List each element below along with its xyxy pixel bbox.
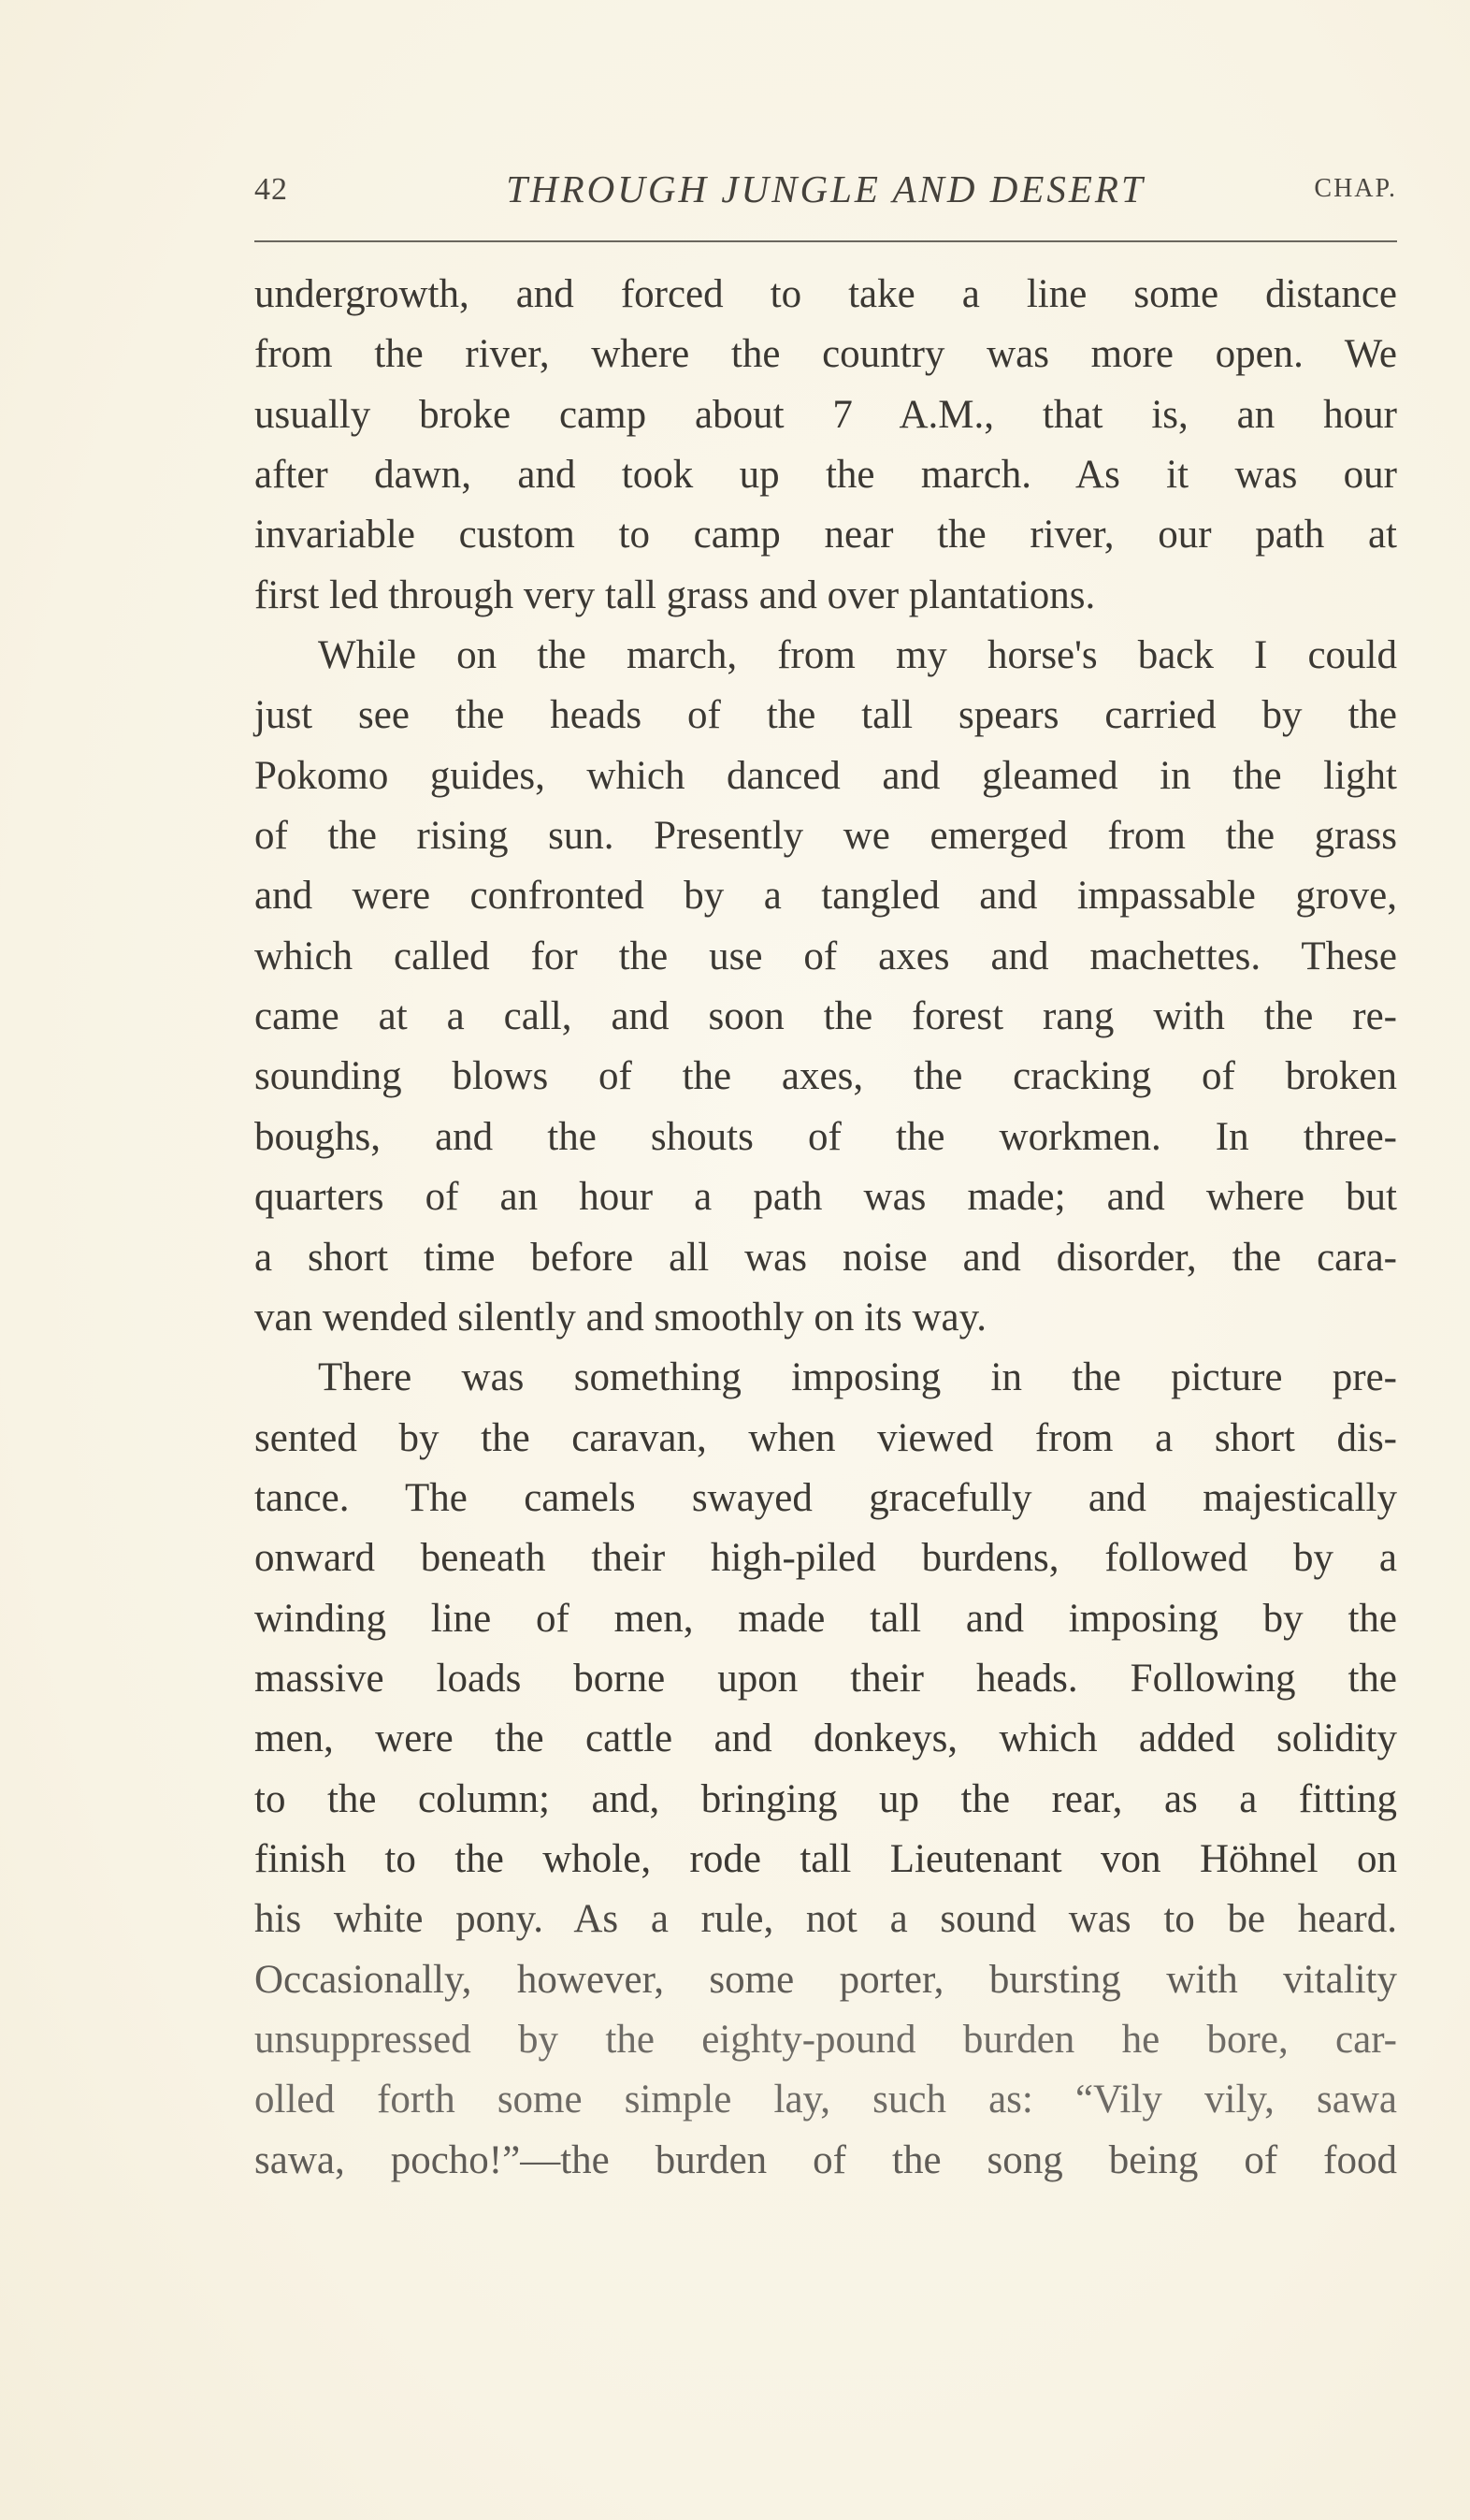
text-line: to the column; and, bringing up the rear, as a fitting: [254, 1776, 1397, 1821]
text-line: While on the march, from my horse's back I could: [318, 633, 1397, 678]
text-line: just see the heads of the tall spears carried by the: [254, 693, 1397, 738]
text-line: from the river, where the country was more open. We: [254, 332, 1397, 377]
text-line: invariable custom to camp near the river, our path at: [254, 513, 1397, 558]
running-title: THROUGH JUNGLE AND DESERT: [506, 167, 1146, 210]
text-line: tance. The camels swayed gracefully and majestically: [254, 1475, 1397, 1520]
text-line: unsuppressed by the eighty-pound burden he bore, car-: [254, 2017, 1397, 2062]
text-line: first led through very tall grass and over plantations.: [254, 572, 1096, 617]
text-line: onward beneath their high-piled burdens, followed by a: [254, 1536, 1397, 1581]
chapter-label: CHAP.: [1314, 174, 1397, 203]
text-line: sounding blows of the axes, the cracking of broken: [254, 1054, 1397, 1099]
text-line: and were confronted by a tangled and impassable grove,: [254, 874, 1397, 919]
text-line: olled forth some simple lay, such as: “Vily vily, sawa: [254, 2078, 1397, 2122]
text-line: a short time before all was noise and disorder, the cara-: [254, 1235, 1397, 1280]
text-line: sawa, pocho!”—the burden of the song being of food: [254, 2137, 1397, 2182]
page-number: 42: [254, 172, 288, 207]
text-line: There was something imposing in the picture pre-: [318, 1355, 1397, 1400]
text-line: of the rising sun. Presently we emerged from the grass: [254, 814, 1397, 859]
text-line: after dawn, and took up the march. As it was our: [254, 453, 1397, 498]
body-text: [254, 265, 1397, 2191]
text-line: massive loads borne upon their heads. Following the: [254, 1656, 1397, 1701]
text-line: men, were the cattle and donkeys, which added solidity: [254, 1716, 1397, 1761]
text-line: van wended silently and smoothly on its way.: [254, 1295, 987, 1340]
text-line: which called for the use of axes and machettes. These: [254, 934, 1397, 978]
text-line: his white pony. As a rule, not a sound was to be heard.: [254, 1897, 1397, 1942]
text-line: undergrowth, and forced to take a line some distance: [254, 272, 1397, 316]
text-line: sented by the caravan, when viewed from a short dis-: [254, 1415, 1397, 1460]
header-rule: [254, 240, 1397, 242]
text-line: came at a call, and soon the forest rang with the re-: [254, 994, 1397, 1039]
running-head: [254, 167, 1397, 223]
text-line: usually broke camp about 7 A.M., that is, an hour: [254, 392, 1397, 437]
text-line: Pokomo guides, which danced and gleamed in the light: [254, 753, 1397, 798]
text-line: boughs, and the shouts of the workmen. In three-: [254, 1114, 1397, 1159]
text-line: winding line of men, made tall and imposing by the: [254, 1596, 1397, 1641]
text-line: quarters of an hour a path was made; and where but: [254, 1175, 1397, 1220]
text-line: Occasionally, however, some porter, bursting with vitality: [254, 1957, 1397, 2002]
text-line: finish to the whole, rode tall Lieutenant von Höhnel on: [254, 1836, 1397, 1881]
